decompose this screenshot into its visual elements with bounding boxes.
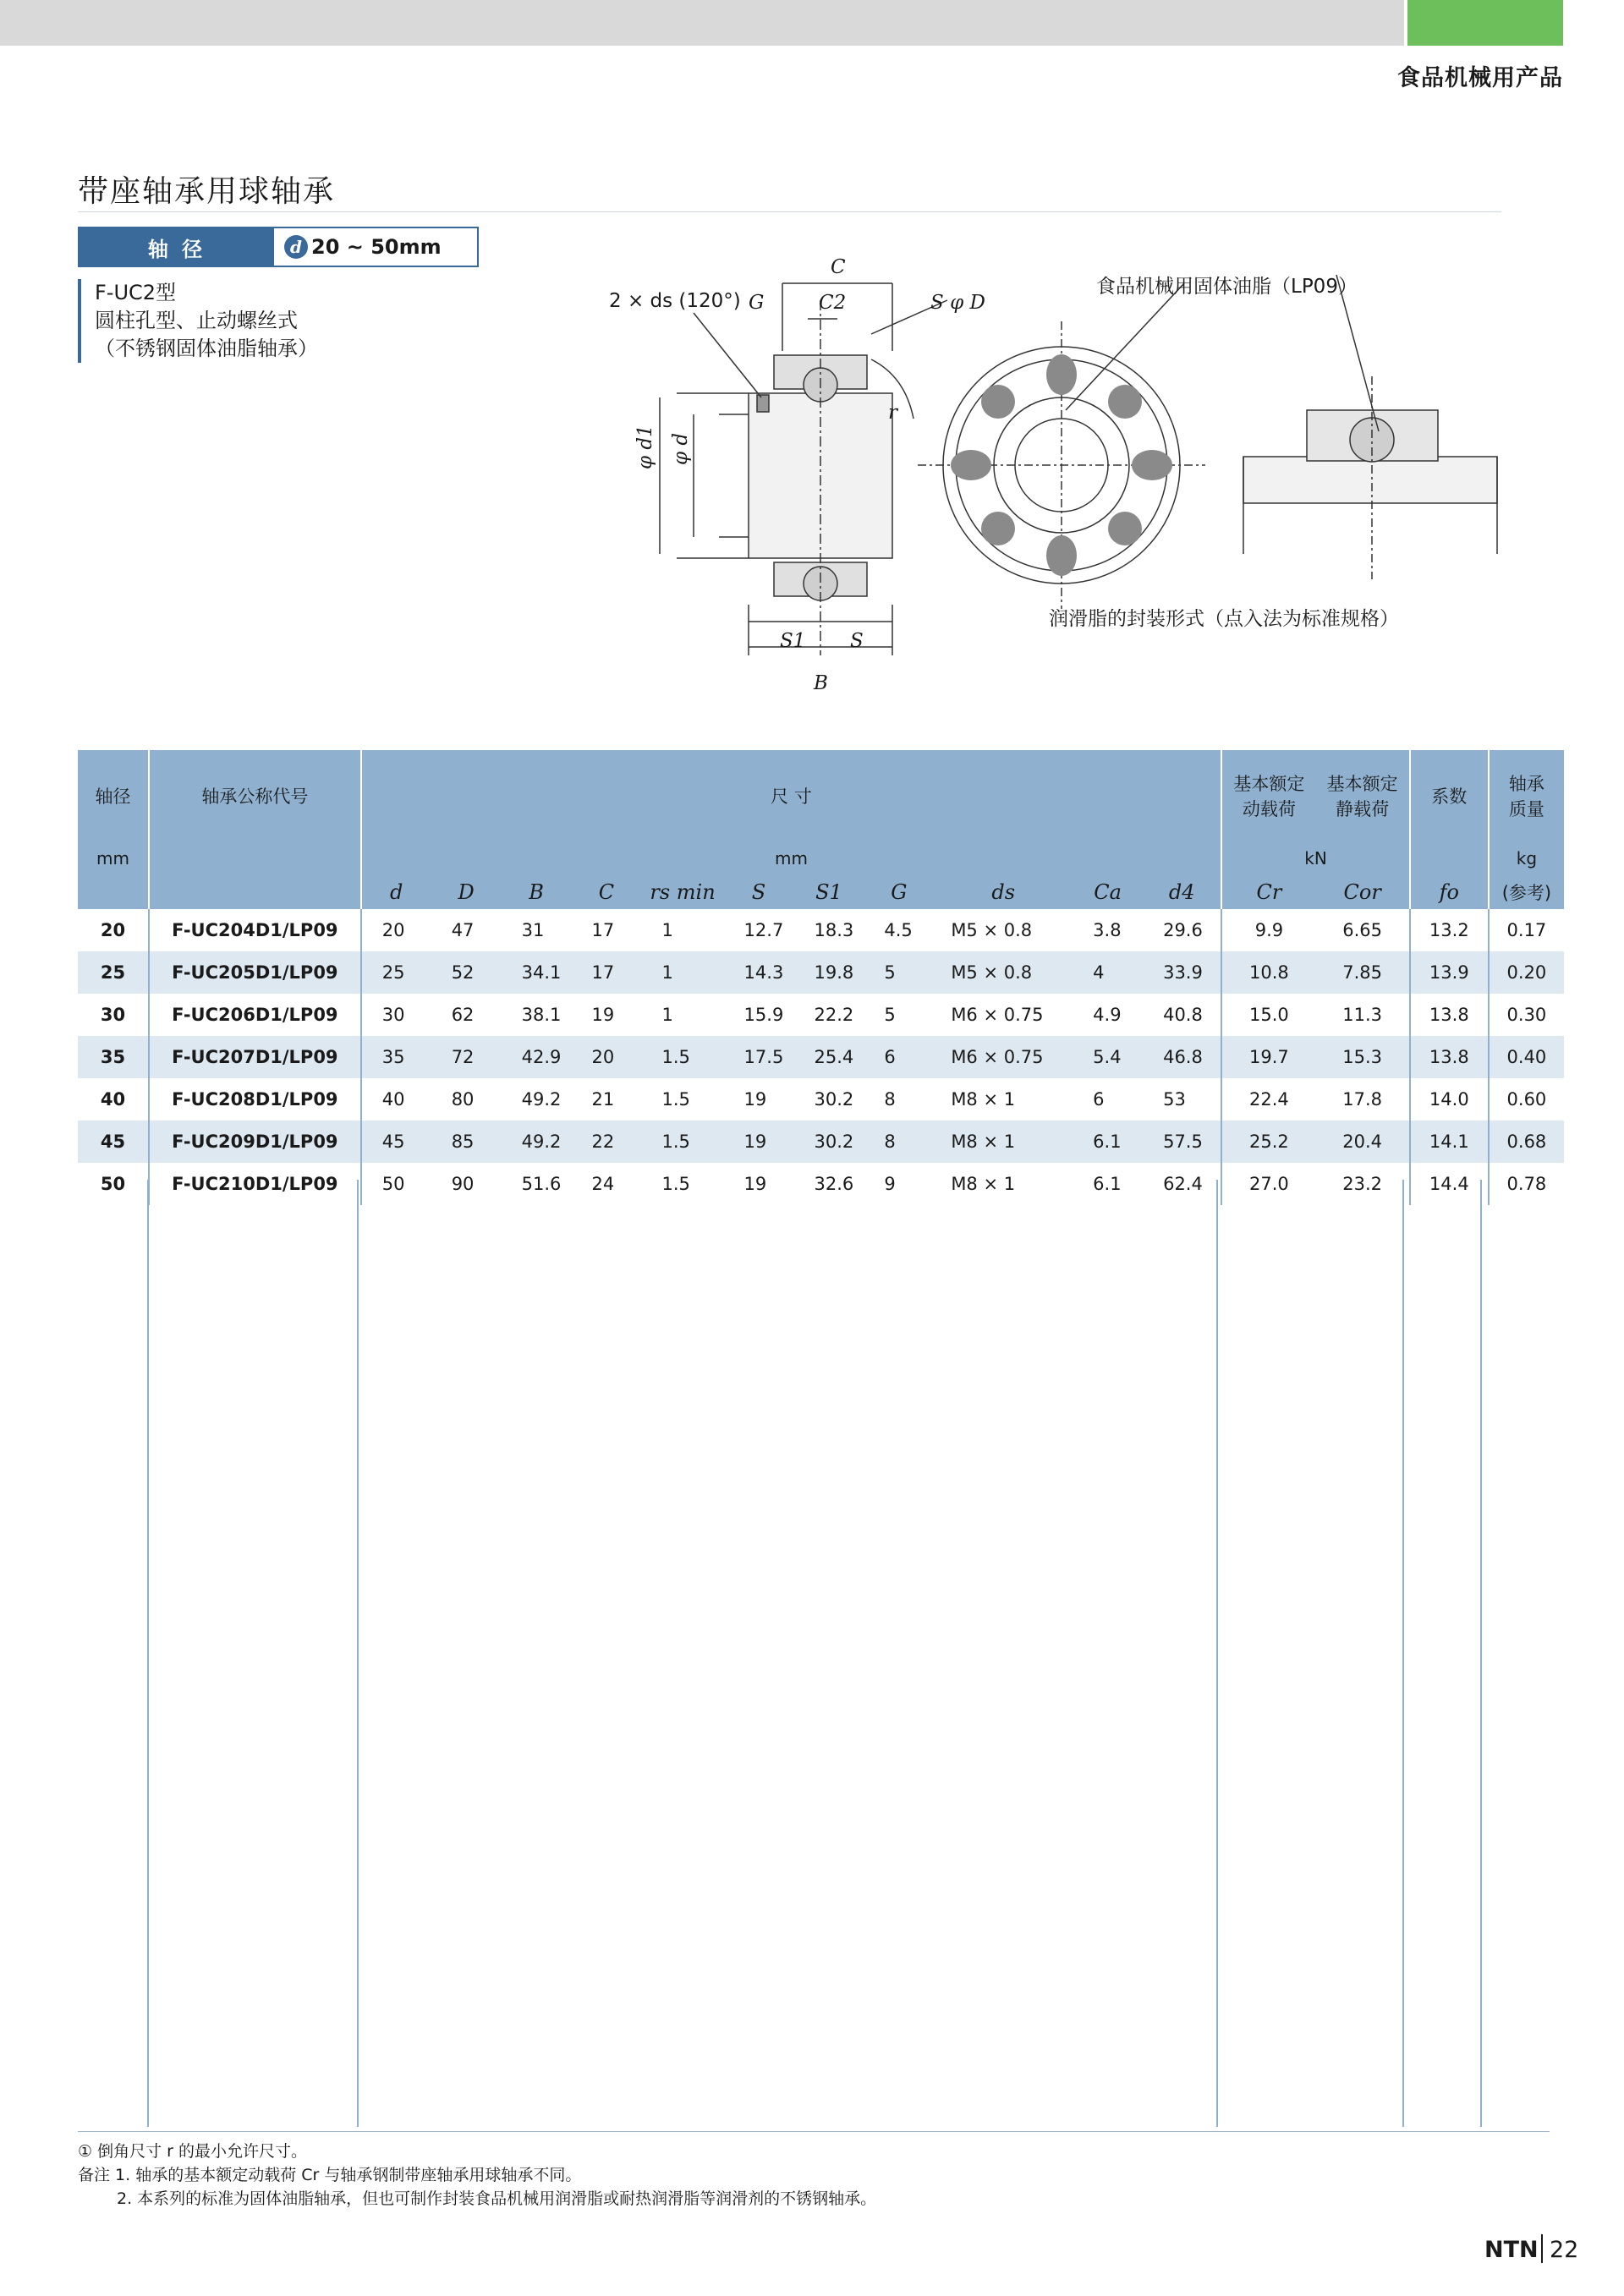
sym-mass-ref: (参考) xyxy=(1501,883,1552,903)
table-cell: 45 xyxy=(381,1132,405,1152)
table-cell: 51.6 xyxy=(521,1174,562,1194)
table-cell: F-UC205D1/LP09 xyxy=(149,951,361,994)
table-cell: 21 xyxy=(591,1089,615,1110)
sym-S: S xyxy=(751,880,766,904)
table-cell: 25.2 xyxy=(1249,1132,1289,1152)
table-cell: 33.9 xyxy=(1143,951,1221,994)
subtitle-line-2: 圆柱孔型、止动螺丝式 xyxy=(95,309,298,332)
table-cell: 22 xyxy=(591,1132,615,1152)
table-cell: 45 xyxy=(78,1121,149,1163)
table-cell: F-UC206D1/LP09 xyxy=(149,994,361,1036)
table-cell: 19.8 xyxy=(814,962,854,983)
table-cell: 15.3 xyxy=(1316,1036,1410,1078)
table-cell: 9.9 xyxy=(1254,920,1284,940)
table-cell: 13.8 xyxy=(1410,1036,1489,1078)
table-cell: 85 xyxy=(451,1132,475,1152)
table-cell: F-UC208D1/LP09 xyxy=(149,1078,361,1121)
table-cell: 20 xyxy=(591,1047,615,1067)
table-cell: 17.8 xyxy=(1316,1078,1410,1121)
subtitle-line-3: （不锈钢固体油脂轴承） xyxy=(95,337,318,360)
table-cell: 72 xyxy=(451,1047,475,1067)
header-code: 轴承公称代号 xyxy=(149,750,361,841)
note-2: 备注 1. 轴承的基本额定动载荷 Cr 与轴承钢制带座轴承用球轴承不同。 xyxy=(78,2166,582,2184)
table-cell: M5 × 0.8 xyxy=(951,920,1033,940)
column-line xyxy=(357,1180,359,2127)
table-cell: 50 xyxy=(78,1163,149,1205)
table-cell: 12.7 xyxy=(743,920,784,940)
page-title: 带座轴承用球轴承 xyxy=(78,174,336,209)
sym-Cor: Cor xyxy=(1316,875,1410,909)
b-label: B xyxy=(814,672,828,694)
phid1-label: φ d1 xyxy=(634,425,656,469)
table-cell: 25 xyxy=(381,962,405,983)
sphid-label: S φ D xyxy=(930,292,985,314)
tag-label: 轴 径 xyxy=(80,228,274,266)
table-cell: M8 × 1 xyxy=(951,1174,1016,1194)
sym-d: d xyxy=(390,880,403,904)
table-cell: 20 xyxy=(78,909,149,951)
table-cell: 15.0 xyxy=(1249,1005,1289,1025)
table-row xyxy=(78,909,1564,951)
brand-logo: NTN xyxy=(1484,2237,1539,2263)
table-cell: F-UC204D1/LP09 xyxy=(149,909,361,951)
subtitle-line-1: F-UC2型 xyxy=(95,281,177,304)
table-cell: 30.2 xyxy=(814,1089,854,1110)
tag-range xyxy=(274,228,477,266)
table-cell: 31 xyxy=(521,920,545,940)
table-cell: 34.1 xyxy=(521,962,562,983)
table-cell: 4.9 xyxy=(1093,1005,1122,1025)
ds-label: 2 × ds (120°) xyxy=(609,290,741,312)
note-3: 2. 本系列的标准为固体油脂轴承，但也可制作封装食品机械用润滑脂或耐热润滑脂等润滑剂的不锈钢轴承。 xyxy=(117,2189,877,2208)
title-divider xyxy=(78,211,1501,212)
table-cell: 17 xyxy=(591,962,615,983)
table-row xyxy=(78,994,1564,1036)
table-cell: 1 xyxy=(661,962,673,983)
table-cell: 62 xyxy=(451,1005,475,1025)
header-dims: 尺 寸 xyxy=(361,750,1222,841)
d-symbol-icon: d xyxy=(284,235,308,259)
unit-dims: mm xyxy=(361,841,1222,875)
table-cell: M5 × 0.8 xyxy=(951,962,1033,983)
table-cell: 1.5 xyxy=(661,1174,690,1194)
table-cell: M8 × 1 xyxy=(951,1089,1016,1110)
table-cell: 90 xyxy=(451,1174,475,1194)
table-cell: 15.9 xyxy=(743,1005,784,1025)
table-cell: 7.85 xyxy=(1316,951,1410,994)
table-row xyxy=(78,1036,1564,1078)
table-cell: 13.2 xyxy=(1410,909,1489,951)
table-cell: 22.4 xyxy=(1249,1089,1289,1110)
table-cell: 0.20 xyxy=(1506,962,1547,983)
table-cell: 19 xyxy=(591,1005,615,1025)
table-row xyxy=(78,951,1564,994)
table-cell: 14.1 xyxy=(1410,1121,1489,1163)
table-cell: 17 xyxy=(591,920,615,940)
table-cell: 1.5 xyxy=(661,1047,690,1067)
s-label: S xyxy=(850,630,864,652)
table-cell: 20.4 xyxy=(1316,1121,1410,1163)
table-cell: 35 xyxy=(381,1047,405,1067)
table-cell: 1.5 xyxy=(661,1089,690,1110)
table-row xyxy=(78,1078,1564,1121)
table-cell: 0.40 xyxy=(1506,1047,1547,1067)
table-cell: 29.6 xyxy=(1143,909,1221,951)
table-cell: M6 × 0.75 xyxy=(951,1047,1044,1067)
table-cell: 13.9 xyxy=(1410,951,1489,994)
table-cell: 80 xyxy=(451,1089,475,1110)
table-cell: 19 xyxy=(743,1132,767,1152)
table-cell: M8 × 1 xyxy=(951,1132,1016,1152)
unit-coef-empty xyxy=(1410,841,1489,875)
table-cell: 1.5 xyxy=(661,1132,690,1152)
table-cell: F-UC210D1/LP09 xyxy=(149,1163,361,1205)
phid-label: φ d xyxy=(670,432,692,465)
unit-load: kN xyxy=(1221,841,1410,875)
table-cell: 24 xyxy=(591,1174,615,1194)
unit-mass: kg xyxy=(1516,848,1538,869)
sym-ds: ds xyxy=(991,880,1016,904)
c2-label: C2 xyxy=(819,292,847,314)
table-cell: 46.8 xyxy=(1143,1036,1221,1078)
header-mass: 轴承 质量 xyxy=(1508,774,1544,819)
sym-B: B xyxy=(529,880,544,904)
table-cell: 6 xyxy=(884,1047,896,1067)
table-cell: 5 xyxy=(884,1005,896,1025)
g-label: G xyxy=(749,292,765,314)
table-cell: M6 × 0.75 xyxy=(951,1005,1044,1025)
table-cell: 10.8 xyxy=(1249,962,1289,983)
page-separator xyxy=(1541,2234,1543,2263)
sym-D: D xyxy=(458,880,475,904)
table-cell: 1 xyxy=(661,920,673,940)
table-cell: 0.30 xyxy=(1506,1005,1547,1025)
table-cell: 30.2 xyxy=(814,1132,854,1152)
table-cell: 40 xyxy=(78,1078,149,1121)
table-cell: 19 xyxy=(743,1089,767,1110)
tag-range-value: 20 ~ 50mm xyxy=(311,235,442,259)
table-cell: 20 xyxy=(381,920,405,940)
column-line xyxy=(1402,1180,1404,2127)
table-cell: 14.3 xyxy=(743,962,784,983)
sym-C: C xyxy=(598,880,615,904)
table-cell: 30 xyxy=(78,994,149,1036)
table-cell: F-UC209D1/LP09 xyxy=(149,1121,361,1163)
footer-divider xyxy=(78,2131,1550,2132)
table-cell: 1 xyxy=(661,1005,673,1025)
shaft-range-tag xyxy=(78,227,479,267)
table-cell: 52 xyxy=(451,962,475,983)
sym-S1: S1 xyxy=(815,880,842,904)
header-load-sta: 基本额定 静载荷 xyxy=(1316,750,1410,841)
table-cell: 19.7 xyxy=(1249,1047,1289,1067)
table-cell: 0.78 xyxy=(1506,1174,1547,1194)
bearing-diagram xyxy=(592,249,1522,723)
table-cell: 0.60 xyxy=(1506,1089,1547,1110)
table-cell: 62.4 xyxy=(1143,1163,1221,1205)
table-cell: 19 xyxy=(743,1174,767,1194)
table-cell: 11.3 xyxy=(1316,994,1410,1036)
grease-label: 食品机械用固体油脂（LP09） xyxy=(1096,276,1358,298)
spec-table xyxy=(78,750,1564,1205)
header-load-dyn: 基本额定 动载荷 xyxy=(1233,774,1305,819)
table-cell: 8 xyxy=(884,1089,896,1110)
table-cell: 35 xyxy=(78,1036,149,1078)
header-shaft: 轴径 xyxy=(78,750,149,841)
table-cell: 25 xyxy=(78,951,149,994)
page-number: 22 xyxy=(1550,2237,1579,2263)
table-cell: 4 xyxy=(1093,962,1105,983)
table-cell: 18.3 xyxy=(814,920,854,940)
sym-G: G xyxy=(891,880,908,904)
column-line xyxy=(147,1180,149,2127)
table-cell: 27.0 xyxy=(1249,1174,1289,1194)
sym-code-empty xyxy=(149,875,361,909)
c-label: C xyxy=(831,256,846,278)
table-cell: 53 xyxy=(1143,1078,1221,1121)
column-line xyxy=(1216,1180,1218,2127)
table-cell: 14.0 xyxy=(1410,1078,1489,1121)
table-cell: 30 xyxy=(381,1005,405,1025)
footnotes xyxy=(78,2140,876,2211)
table-cell: 6.1 xyxy=(1093,1174,1122,1194)
table-cell: 0.17 xyxy=(1506,920,1547,940)
table-cell: 57.5 xyxy=(1143,1121,1221,1163)
column-line xyxy=(1480,1180,1482,2127)
table-cell: 4.5 xyxy=(884,920,913,940)
table-cell: 5.4 xyxy=(1093,1047,1122,1067)
seal-caption: 润滑脂的封装形式（点入法为标准规格） xyxy=(1049,608,1399,630)
table-cell: 3.8 xyxy=(1093,920,1122,940)
table-cell: 47 xyxy=(451,920,475,940)
note-1: ① 倒角尺寸 r 的最小允许尺寸。 xyxy=(78,2142,307,2161)
s1-label: S1 xyxy=(780,630,806,652)
table-cell: 40.8 xyxy=(1143,994,1221,1036)
table-cell: 38.1 xyxy=(521,1005,562,1025)
table-cell: 6.65 xyxy=(1316,909,1410,951)
table-cell: 9 xyxy=(884,1174,896,1194)
table-cell: 13.8 xyxy=(1410,994,1489,1036)
header-coef: 系数 xyxy=(1410,750,1489,841)
r-label: r xyxy=(888,402,897,424)
table-cell: 49.2 xyxy=(521,1089,562,1110)
table-cell: 32.6 xyxy=(814,1174,854,1194)
sym-fo: fo xyxy=(1410,875,1489,909)
table-row xyxy=(78,1121,1564,1163)
table-cell: 25.4 xyxy=(814,1047,854,1067)
sym-Cr: Cr xyxy=(1256,880,1282,904)
product-subtitle xyxy=(78,279,318,363)
top-accent-block xyxy=(1407,0,1563,46)
sym-d4: d4 xyxy=(1143,875,1221,909)
sym-Ca: Ca xyxy=(1094,880,1122,904)
unit-shaft: mm xyxy=(78,841,149,875)
category-label: 食品机械用产品 xyxy=(1397,65,1563,91)
table-cell: 17.5 xyxy=(743,1047,784,1067)
table-cell: 6.1 xyxy=(1093,1132,1122,1152)
table-cell: 8 xyxy=(884,1132,896,1152)
table-filler xyxy=(78,1180,1564,2127)
table-cell: 42.9 xyxy=(521,1047,562,1067)
table-cell: 23.2 xyxy=(1316,1163,1410,1205)
table-cell: 50 xyxy=(381,1174,405,1194)
bearing-drawing xyxy=(592,249,1522,723)
table-cell: 0.68 xyxy=(1506,1132,1547,1152)
table-cell: 22.2 xyxy=(814,1005,854,1025)
table-cell: 5 xyxy=(884,962,896,983)
top-bar xyxy=(0,0,1404,46)
table-cell: 6 xyxy=(1093,1089,1105,1110)
unit-code-empty xyxy=(149,841,361,875)
table-cell: F-UC207D1/LP09 xyxy=(149,1036,361,1078)
table-cell: 49.2 xyxy=(521,1132,562,1152)
sym-shaft-empty xyxy=(78,875,149,909)
table-cell: 14.4 xyxy=(1410,1163,1489,1205)
table-cell: 40 xyxy=(381,1089,405,1110)
sym-rsmin: rs min xyxy=(650,880,716,904)
